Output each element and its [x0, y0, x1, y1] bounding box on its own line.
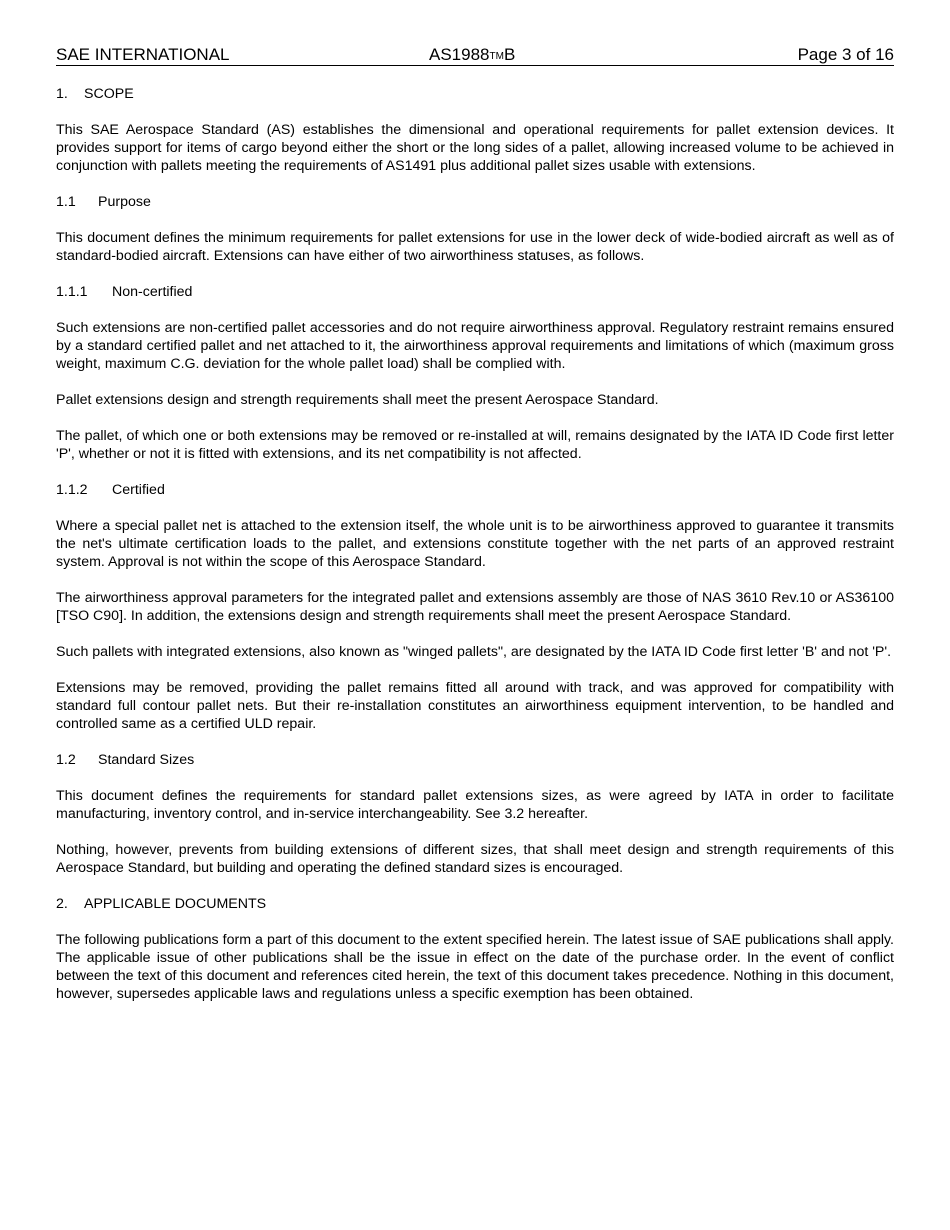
section-number: 1.1 [56, 194, 76, 210]
paragraph-non-certified-2: Pallet extensions design and strength requirements shall meet the present Aerospace Standard. [56, 392, 659, 408]
paragraph-certified-1: Where a special pallet net is attached to the extension itself, the whole unit is to be airworthiness approved to guarantee it transmits the net's ultimate certification loads to the pallet, and extensions constitute together with the net parts of an approved restraint system. Approval is not within the scope of this Aerospace Standard. [56, 518, 894, 570]
doc-number-prefix: AS1988 [429, 45, 490, 64]
section-heading-applicable-documents [56, 895, 894, 913]
page-header [56, 45, 894, 66]
paragraph-certified-3: Such pallets with integrated extensions, also known as "winged pallets", are designated by the IATA ID Code first letter 'B' and not 'P'. [56, 644, 892, 660]
section-heading-standard-sizes [56, 751, 894, 769]
paragraph-scope: This SAE Aerospace Standard (AS) establishes the dimensional and operational requirements for pallet extension devices. It provides support for items of cargo beyond either the short or the long sides of a pallet, allowing increased volume to be achieved in conjunction with pallets meeting the requirements of AS1491 plus additional pallet sizes usable with extensions. [56, 122, 894, 174]
paragraph-standard-sizes-2: Nothing, however, prevents from building extensions of different sizes, that shall meet design and strength requirements of this Aerospace Standard, but building and operating the defined standard sizes is encouraged. [56, 842, 894, 876]
section-number: 1.2 [56, 752, 76, 768]
section-heading-purpose [56, 193, 894, 211]
section-title: Purpose [98, 194, 151, 210]
header-page-number: Page 3 of 16 [797, 45, 894, 64]
paragraph-applicable-documents: The following publications form a part of this document to the extent specified herein. The latest issue of SAE publications shall apply. The applicable issue of other publications shall be the issue in effect on the date of the purchase order. In the event of conflict between the text of this document and references cited herein, the text of this document takes precedence. Nothing in this document, however, supersedes applicable laws and regulations unless a specific exemption has been obtained. [56, 932, 894, 1002]
section-heading-non-certified [56, 283, 894, 301]
paragraph-non-certified-3: The pallet, of which one or both extensions may be removed or re-installed at will, remains designated by the IATA ID Code first letter 'P', whether or not it is fitted with extensions, and its net compatibility is not affected. [56, 428, 894, 462]
paragraph-purpose: This document defines the minimum requirements for pallet extensions for use in the lower deck of wide-bodied aircraft as well as of standard-bodied aircraft. Extensions can have either of two airworthiness statuses, as follows. [56, 230, 894, 264]
section-title: Certified [112, 482, 165, 498]
section-title: Non-certified [112, 284, 193, 300]
section-title: APPLICABLE DOCUMENTS [84, 896, 267, 912]
section-heading-certified [56, 481, 894, 499]
paragraph-certified-2: The airworthiness approval parameters for the integrated pallet and extensions assembly are those of NAS 3610 Rev.10 or AS36100 [TSO C90]. In addition, the extensions design and strength requirements shall meet the present Aerospace Standard. [56, 590, 894, 624]
section-title: SCOPE [84, 86, 134, 102]
paragraph-standard-sizes-1: This document defines the requirements for standard pallet extensions sizes, as were agreed by IATA in order to facilitate manufacturing, inventory control, and in-service interchangeability. See 3.2 hereafter. [56, 788, 894, 822]
paragraph-non-certified-1: Such extensions are non-certified pallet accessories and do not require airworthiness approval. Regulatory restraint remains ensured by a standard certified pallet and net attached to it, the airworthiness approval requirements and limitations of which (maximum gross weight, maximum C.G. deviation for the whole pallet load) shall be complied with. [56, 320, 894, 372]
trademark-mark: TM [489, 51, 504, 62]
section-title: Standard Sizes [98, 752, 195, 768]
header-organization: SAE INTERNATIONAL [56, 45, 230, 64]
section-number: 1.1.2 [56, 482, 88, 498]
header-document-number [429, 45, 515, 67]
section-number: 1.1.1 [56, 284, 88, 300]
doc-number-suffix: B [503, 45, 516, 64]
paragraph-certified-4: Extensions may be removed, providing the pallet remains fitted all around with track, and was approved for compatibility with standard full contour pallet nets. But their re-installation constitutes an airworthiness equipment intervention, to be handled and controlled same as a certified ULD repair. [56, 680, 894, 732]
section-heading-scope [56, 85, 894, 103]
section-number: 1. [56, 86, 68, 102]
document-body [56, 85, 894, 1021]
section-number: 2. [56, 896, 68, 912]
